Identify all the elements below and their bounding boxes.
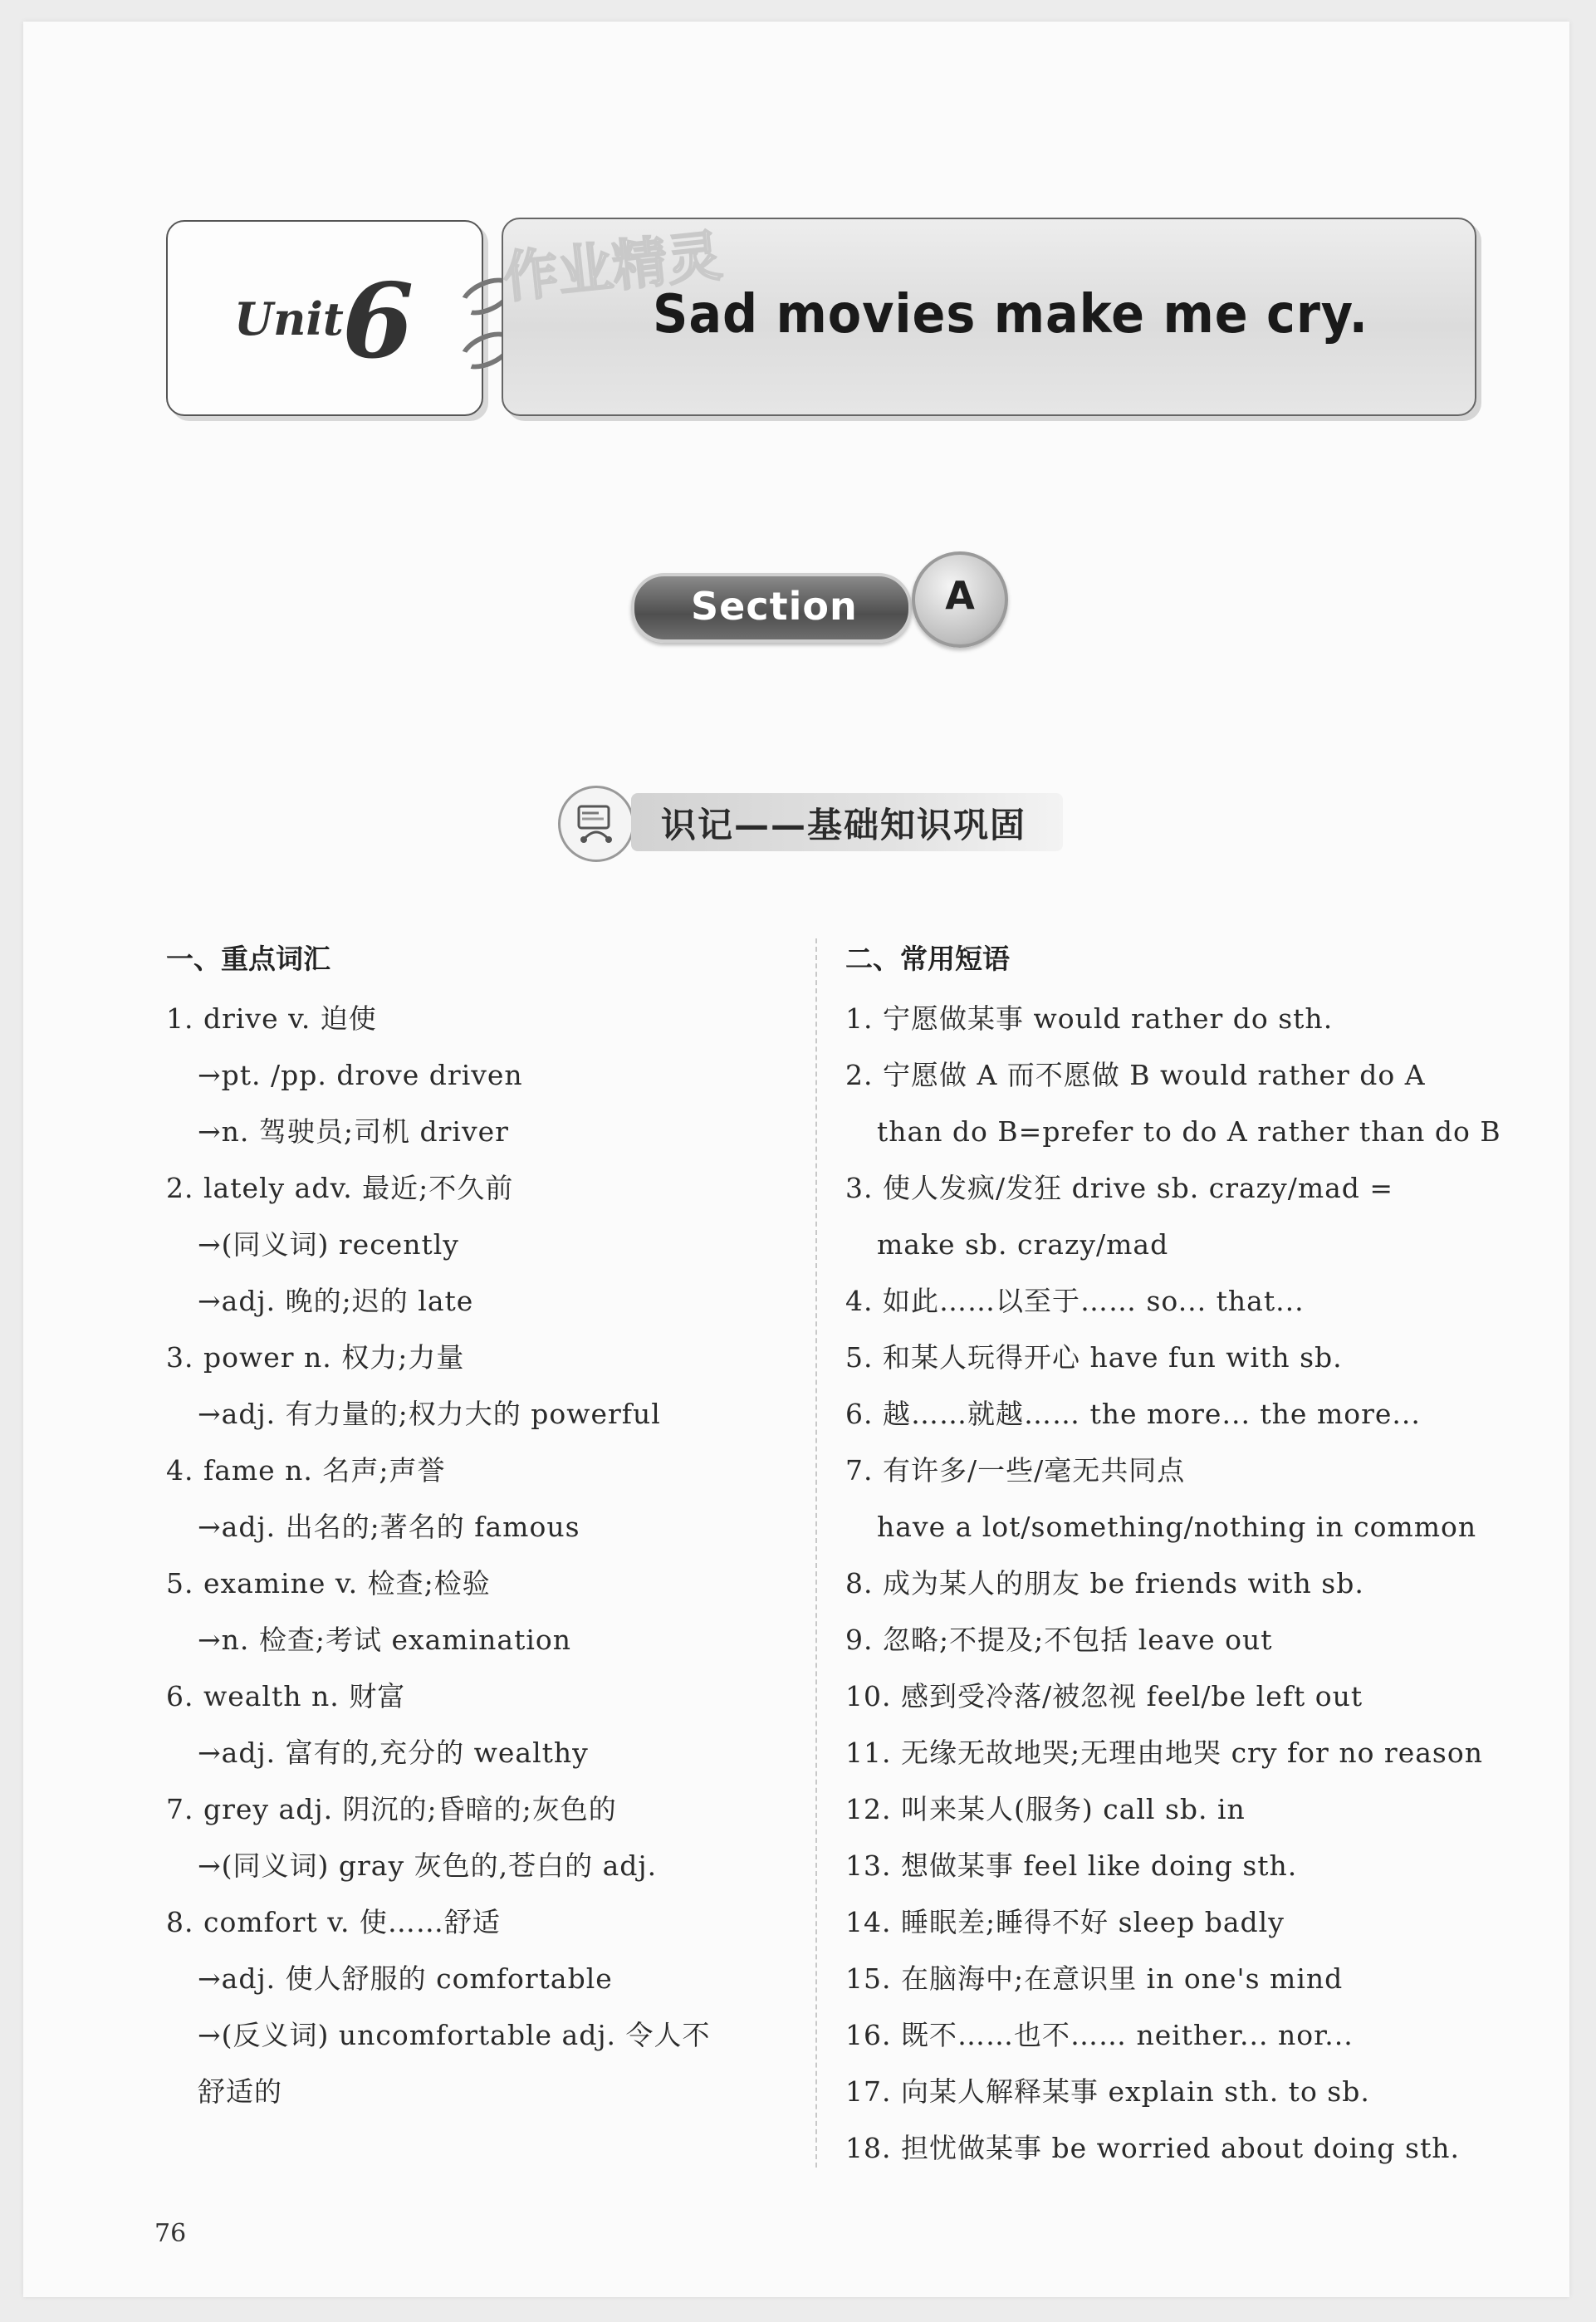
phrases-column bbox=[845, 934, 1501, 2177]
unit-title: Sad movies make me cry. bbox=[653, 284, 1368, 345]
phrase-line: 15. 在脑海中;在意识里 in one's mind bbox=[845, 1962, 1344, 1995]
vocabulary-line: →(同义词) gray 灰色的,苍白的 adj. bbox=[198, 1849, 658, 1882]
column-divider bbox=[815, 938, 817, 2168]
vocabulary-line: →n. 驾驶员;司机 driver bbox=[198, 1115, 509, 1148]
vocabulary-line: →adj. 出名的;著名的 famous bbox=[198, 1511, 580, 1543]
vocabulary-line: 5. examine v. 检查;检验 bbox=[166, 1567, 491, 1599]
vocabulary-line: 舒适的 bbox=[198, 2075, 282, 2108]
phrase-line: 11. 无缘无故地哭;无理由地哭 cry for no reason bbox=[845, 1737, 1483, 1769]
vocabulary-line: 3. power n. 权力;力量 bbox=[166, 1341, 465, 1374]
page-number: 76 bbox=[154, 2219, 187, 2248]
phrase-line: 17. 向某人解释某事 explain sth. to sb. bbox=[845, 2075, 1370, 2108]
vocabulary-column bbox=[166, 934, 814, 2120]
phrase-line: 7. 有许多/一些/毫无共同点 bbox=[845, 1454, 1186, 1487]
phrase-line: 8. 成为某人的朋友 be friends with sb. bbox=[845, 1567, 1364, 1599]
section-pill bbox=[631, 573, 912, 643]
monitor-headphones-icon bbox=[558, 786, 634, 862]
vocabulary-line: 4. fame n. 名声;声誉 bbox=[166, 1454, 446, 1487]
section-letter: A bbox=[945, 573, 975, 618]
phrases-list bbox=[845, 991, 1501, 2177]
vocabulary-title: 一、重点词汇 bbox=[166, 943, 330, 975]
unit-badge bbox=[166, 220, 483, 416]
vocabulary-line: 6. wealth n. 财富 bbox=[166, 1680, 406, 1712]
vocabulary-line: 2. lately adv. 最近;不久前 bbox=[166, 1172, 514, 1204]
vocabulary-line: →(同义词) recently bbox=[198, 1228, 459, 1261]
phrase-line: 9. 忽略;不提及;不包括 leave out bbox=[845, 1624, 1273, 1656]
vocabulary-line: →adj. 富有的,充分的 wealthy bbox=[198, 1737, 589, 1769]
unit-number: 6 bbox=[342, 262, 414, 382]
vocabulary-line: →adj. 有力量的;权力大的 powerful bbox=[198, 1398, 661, 1430]
phrase-line: 1. 宁愿做某事 would rather do sth. bbox=[845, 1002, 1334, 1035]
vocabulary-line: 1. drive v. 迫使 bbox=[166, 1002, 377, 1035]
unit-label: Unit bbox=[234, 292, 344, 345]
section-label: Section bbox=[691, 584, 858, 629]
phrase-line: 10. 感到受冷落/被忽视 feel/be left out bbox=[845, 1680, 1363, 1712]
phrase-line: 5. 和某人玩得开心 have fun with sb. bbox=[845, 1341, 1343, 1374]
phrase-line: 12. 叫来某人(服务) call sb. in bbox=[845, 1793, 1246, 1825]
vocabulary-list bbox=[166, 991, 814, 2120]
phrases-title: 二、常用短语 bbox=[845, 943, 1010, 975]
phrase-line: 4. 如此……以至于…… so... that... bbox=[845, 1285, 1305, 1317]
phrase-line: than do B=prefer to do A rather than do B bbox=[877, 1115, 1501, 1148]
vocabulary-line: →(反义词) uncomfortable adj. 令人不 bbox=[198, 2019, 711, 2051]
vocabulary-line: →pt. /pp. drove driven bbox=[198, 1059, 523, 1091]
watermark-logo: 作业精灵 bbox=[500, 223, 725, 311]
phrase-line: 13. 想做某事 feel like doing sth. bbox=[845, 1849, 1298, 1882]
section-letter-badge bbox=[912, 551, 1008, 648]
phrase-line: 6. 越……就越…… the more... the more... bbox=[845, 1398, 1421, 1430]
phrase-line: 14. 睡眠差;睡得不好 sleep badly bbox=[845, 1906, 1285, 1938]
phrase-line: have a lot/something/nothing in common bbox=[877, 1511, 1477, 1543]
phrase-line: 18. 担忧做某事 be worried about doing sth. bbox=[845, 2132, 1460, 2164]
section-heading: 识记——基础知识巩固 bbox=[661, 805, 1027, 845]
vocabulary-line: →adj. 使人舒服的 comfortable bbox=[198, 1962, 613, 1995]
phrase-line: 3. 使人发疯/发狂 drive sb. crazy/mad = bbox=[845, 1172, 1394, 1204]
vocabulary-line: →adj. 晚的;迟的 late bbox=[198, 1285, 474, 1317]
phrase-line: make sb. crazy/mad bbox=[877, 1228, 1169, 1261]
phrase-line: 2. 宁愿做 A 而不愿做 B would rather do A bbox=[845, 1059, 1426, 1091]
phrase-line: 16. 既不……也不…… neither... nor... bbox=[845, 2019, 1354, 2051]
vocabulary-line: 8. comfort v. 使……舒适 bbox=[166, 1906, 501, 1938]
section-heading-banner bbox=[631, 793, 1063, 851]
vocabulary-line: 7. grey adj. 阴沉的;昏暗的;灰色的 bbox=[166, 1793, 617, 1825]
vocabulary-line: →n. 检查;考试 examination bbox=[198, 1624, 572, 1656]
